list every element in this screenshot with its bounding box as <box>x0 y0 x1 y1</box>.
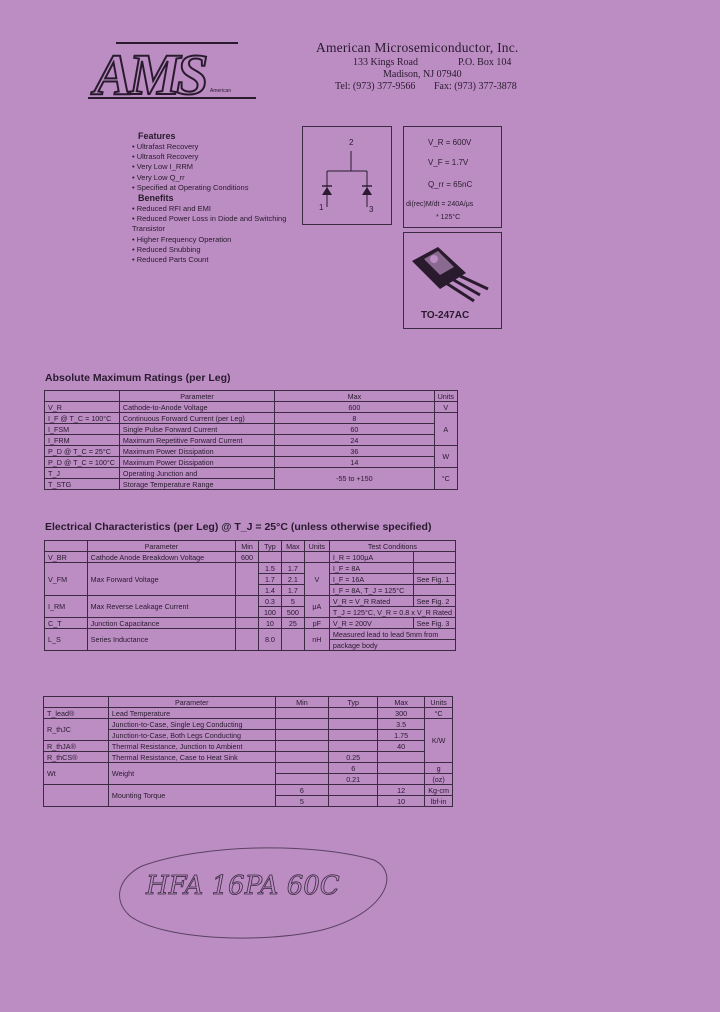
cell-cond: I_R = 100μA <box>329 552 413 563</box>
cell-symbol <box>44 785 109 807</box>
cell-typ: 10 <box>258 618 281 629</box>
cell-cond: I_F = 8A, T_J = 125°C <box>329 585 413 596</box>
pin-3-label: 3 <box>369 205 374 214</box>
cell-cond: T_J = 125°C, V_R = 0.8 x V_R Rated <box>329 607 455 618</box>
thermal-table <box>43 696 453 807</box>
cell-unit: W <box>434 446 457 468</box>
cell-max: 60 <box>275 424 434 435</box>
cell-max: 1.7 <box>281 563 304 574</box>
benefit-item: • Higher Frequency Operation <box>132 235 297 245</box>
cell-param: Junction-to-Case, Single Leg Conducting <box>108 719 275 730</box>
cell-typ <box>329 796 378 807</box>
cell-typ: 1.5 <box>258 563 281 574</box>
cell-typ: 8.0 <box>258 629 281 651</box>
cell-param: Maximum Power Dissipation <box>119 446 274 457</box>
cell-param: Cathode Anode Breakdown Voltage <box>87 552 235 563</box>
cell-unit: V <box>434 402 457 413</box>
pin-1-label: 1 <box>319 203 324 212</box>
table-row <box>44 708 453 719</box>
benefit-item: • Reduced RFI and EMI <box>132 204 297 214</box>
cell-cond: package body <box>329 640 455 651</box>
cell-symbol: P_D @ T_C = 25°C <box>45 446 120 457</box>
cell-param: Maximum Power Dissipation <box>119 457 274 468</box>
cell-param: Cathode-to-Anode Voltage <box>119 402 274 413</box>
abs-max-title: Absolute Maximum Ratings (per Leg) <box>45 372 231 384</box>
cell-min <box>275 763 329 774</box>
cell-symbol: Wt <box>44 763 109 785</box>
cell-fig <box>413 585 455 596</box>
cell-fig: See Fig. 1 <box>413 574 455 585</box>
col-units: Units <box>434 391 457 402</box>
cell-min <box>275 708 329 719</box>
cell-max: 2.1 <box>281 574 304 585</box>
features-title: Features <box>138 131 176 141</box>
table-row <box>45 457 458 468</box>
cell-min: 5 <box>275 796 329 807</box>
pin-2-label: 2 <box>349 138 354 147</box>
po-box: P.O. Box 104 <box>458 57 512 68</box>
cell-unit: nH <box>304 629 329 651</box>
to247-package-icon <box>404 233 501 311</box>
cell-min <box>275 774 329 785</box>
cell-min <box>275 752 329 763</box>
cell-min: 6 <box>275 785 329 796</box>
benefit-item: • Reduced Snubbing <box>132 245 297 255</box>
cell-param: Operating Junction and <box>119 468 274 479</box>
package-label: TO-247AC <box>421 310 470 321</box>
table-row <box>45 446 458 457</box>
table-row <box>45 402 458 413</box>
cell-fig: See Fig. 2 <box>413 596 455 607</box>
cell-param: Single Pulse Forward Current <box>119 424 274 435</box>
cell-cond: V_R = V_R Rated <box>329 596 413 607</box>
cell-fig: See Fig. 3 <box>413 618 455 629</box>
table-row <box>44 752 453 763</box>
cell-unit: (oz) <box>425 774 453 785</box>
city-address: Madison, NJ 07940 <box>383 69 462 80</box>
cell-typ <box>329 741 378 752</box>
company-name: American Microsemiconductor, Inc. <box>316 40 519 55</box>
spec-vr: V_R = 600V <box>428 138 472 147</box>
cell-max: 12 <box>378 785 425 796</box>
table-row <box>45 413 458 424</box>
table-row <box>45 468 458 479</box>
col-test-conditions: Test Conditions <box>329 541 455 552</box>
diode-schematic-icon <box>303 127 391 224</box>
cell-param: Storage Temperature Range <box>119 479 274 490</box>
cell-symbol: I_F @ T_C = 100°C <box>45 413 120 424</box>
logo-subtext: American <box>210 88 232 94</box>
handwritten-part-number <box>112 836 392 946</box>
cell-symbol: R_thJC <box>44 719 109 741</box>
col-units: Units <box>304 541 329 552</box>
cell-unit: pF <box>304 618 329 629</box>
cell-max: 24 <box>275 435 434 446</box>
cell-unit: K/W <box>425 719 453 763</box>
cell-typ: 1.4 <box>258 585 281 596</box>
cell-fig <box>413 563 455 574</box>
cell-unit: g <box>425 763 453 774</box>
cell-min: 600 <box>236 552 259 563</box>
cell-symbol: P_D @ T_C = 100°C <box>45 457 120 468</box>
cell-symbol: I_RM <box>45 596 88 618</box>
table-row <box>45 563 456 574</box>
cell-param: Continuous Forward Current (per Leg) <box>119 413 274 424</box>
benefit-item: • Reduced Power Loss in Diode and Switching Transistor <box>132 214 297 234</box>
col-units: Units <box>425 697 453 708</box>
cell-unit: °C <box>425 708 453 719</box>
cell-typ: 1.7 <box>258 574 281 585</box>
cell-max: 3.5 <box>378 719 425 730</box>
cell-typ: 6 <box>329 763 378 774</box>
benefits-title: Benefits <box>138 193 174 203</box>
cell-param: Maximum Repetitive Forward Current <box>119 435 274 446</box>
col-typ: Typ <box>329 697 378 708</box>
key-specs-box <box>403 126 502 228</box>
col-max: Max <box>378 697 425 708</box>
table-row <box>44 763 453 774</box>
cell-typ <box>329 730 378 741</box>
cell-param: Mounting Torque <box>108 785 275 807</box>
cell-typ: 0.21 <box>329 774 378 785</box>
cell-max: 1.7 <box>281 585 304 596</box>
col-parameter: Parameter <box>108 697 275 708</box>
cell-cond: Measured lead to lead 5mm from <box>329 629 455 640</box>
col-parameter: Parameter <box>87 541 235 552</box>
cell-min <box>275 741 329 752</box>
cell-max: 500 <box>281 607 304 618</box>
cell-symbol: R_thJA® <box>44 741 109 752</box>
cell-unit: A <box>434 413 457 446</box>
table-row <box>45 596 456 607</box>
spec-di: di(rec)M/dt = 240A/μs <box>406 201 474 208</box>
cell-param: Thermal Resistance, Junction to Ambient <box>108 741 275 752</box>
cell-typ <box>329 719 378 730</box>
cell-typ: 0.25 <box>329 752 378 763</box>
cell-min <box>236 563 259 596</box>
features-list <box>132 142 248 193</box>
table-row <box>45 424 458 435</box>
cell-symbol: L_S <box>45 629 88 651</box>
col-max: Max <box>275 391 434 402</box>
cell-fig <box>413 552 455 563</box>
cell-cond: I_F = 16A <box>329 574 413 585</box>
feature-item: • Ultrasoft Recovery <box>132 152 248 162</box>
cell-max: 36 <box>275 446 434 457</box>
handwriting-text: HFA 16PA 60C <box>146 871 340 901</box>
telephone: Tel: (973) 377-9566 <box>335 81 416 92</box>
cell-max <box>281 552 304 563</box>
cell-unit <box>304 552 329 563</box>
cell-symbol: I_FRM <box>45 435 120 446</box>
cell-symbol: T_lead® <box>44 708 109 719</box>
col-parameter: Parameter <box>119 391 274 402</box>
cell-min <box>275 730 329 741</box>
cell-max: 1.75 <box>378 730 425 741</box>
table-row <box>44 785 453 796</box>
cell-symbol: R_thCS® <box>44 752 109 763</box>
col-min: Min <box>236 541 259 552</box>
cell-max: 25 <box>281 618 304 629</box>
cell-symbol: T_J <box>45 468 120 479</box>
cell-typ <box>258 552 281 563</box>
cell-typ: 100 <box>258 607 281 618</box>
cell-unit: lbf-in <box>425 796 453 807</box>
cell-typ <box>329 708 378 719</box>
cell-typ: 0.3 <box>258 596 281 607</box>
cell-param: Lead Temperature <box>108 708 275 719</box>
table-row <box>44 719 453 730</box>
table-row <box>45 435 458 446</box>
cell-max: 14 <box>275 457 434 468</box>
cell-param: Max Reverse Leakage Current <box>87 596 235 618</box>
abs-max-table <box>44 390 458 490</box>
cell-param: Thermal Resistance, Case to Heat Sink <box>108 752 275 763</box>
cell-max <box>378 763 425 774</box>
spec-note: * 125°C <box>436 214 461 221</box>
cell-cond: I_F = 8A <box>329 563 413 574</box>
cell-param: Junction Capacitance <box>87 618 235 629</box>
cell-min <box>236 596 259 618</box>
cell-cond: V_R = 200V <box>329 618 413 629</box>
cell-max <box>378 774 425 785</box>
table-row <box>45 629 456 640</box>
cell-unit: Kg-cm <box>425 785 453 796</box>
cell-max <box>281 629 304 651</box>
fax: Fax: (973) 377-3878 <box>434 81 517 92</box>
cell-min <box>275 719 329 730</box>
cell-param: Weight <box>108 763 275 785</box>
cell-max: -55 to +150 <box>275 468 434 490</box>
cell-max: 5 <box>281 596 304 607</box>
ams-logo <box>88 40 258 102</box>
col-typ: Typ <box>258 541 281 552</box>
cell-symbol: V_FM <box>45 563 88 596</box>
feature-item: • Ultrafast Recovery <box>132 142 248 152</box>
table-row <box>44 741 453 752</box>
benefits-list <box>132 204 297 265</box>
table-row <box>45 552 456 563</box>
cell-unit: V <box>304 563 329 596</box>
feature-item: • Very Low I_RRM <box>132 162 248 172</box>
cell-min <box>236 629 259 651</box>
elec-title: Electrical Characteristics (per Leg) @ T_J = 25°C (unless otherwise specified) <box>45 521 432 533</box>
cell-symbol: T_STG <box>45 479 120 490</box>
cell-symbol: V_BR <box>45 552 88 563</box>
cell-typ <box>329 785 378 796</box>
cell-max: 8 <box>275 413 434 424</box>
cell-max <box>378 752 425 763</box>
cell-symbol: V_R <box>45 402 120 413</box>
feature-item: • Very Low Q_rr <box>132 173 248 183</box>
cell-max: 40 <box>378 741 425 752</box>
cell-max: 10 <box>378 796 425 807</box>
table-row <box>45 618 456 629</box>
spec-qrr: Q_rr = 65nC <box>428 180 473 189</box>
spec-vf: V_F = 1.7V <box>428 158 469 167</box>
cell-max: 300 <box>378 708 425 719</box>
cell-param: Max Forward Voltage <box>87 563 235 596</box>
cell-unit: μA <box>304 596 329 618</box>
cell-param: Junction-to-Case, Both Legs Conducting <box>108 730 275 741</box>
cell-max: 600 <box>275 402 434 413</box>
feature-item: • Specified at Operating Conditions <box>132 183 248 193</box>
cell-param: Series Inductance <box>87 629 235 651</box>
cell-symbol: C_T <box>45 618 88 629</box>
cell-unit: °C <box>434 468 457 490</box>
street-address: 133 Kings Road <box>353 57 418 68</box>
package-box <box>403 232 502 329</box>
diode-diagram <box>302 126 392 225</box>
logo-text: AMS <box>94 42 205 102</box>
benefit-item: • Reduced Parts Count <box>132 255 297 265</box>
col-max: Max <box>281 541 304 552</box>
col-min: Min <box>275 697 329 708</box>
elec-table <box>44 540 456 651</box>
cell-min <box>236 618 259 629</box>
cell-symbol: I_FSM <box>45 424 120 435</box>
